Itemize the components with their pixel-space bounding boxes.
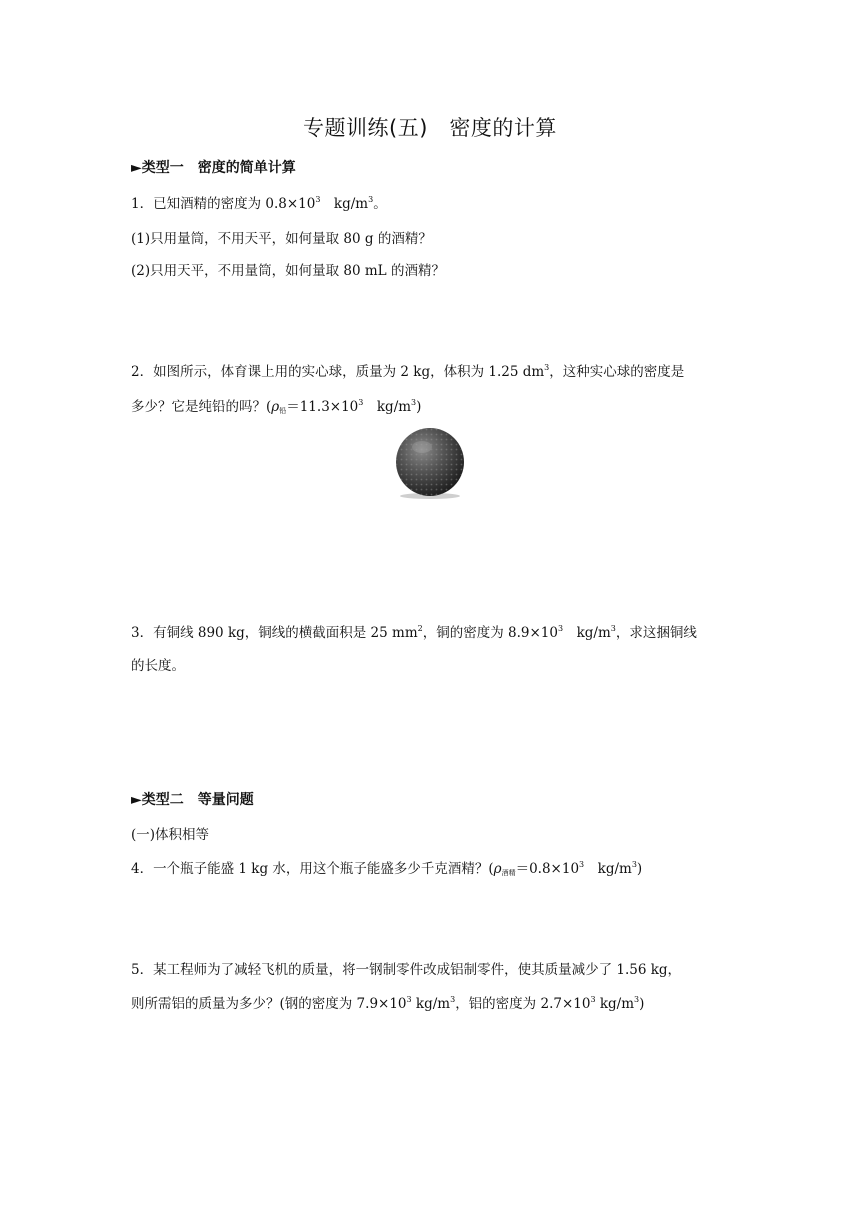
text: kg/m <box>595 996 635 1012</box>
question-5-line-1: 5．某工程师为了减轻飞机的质量，将一钢制零件改成铝制零件，使其质量减少了 1.56 kg， <box>131 962 682 978</box>
text: ) <box>636 861 643 877</box>
subscript: 铅 <box>279 407 287 415</box>
exponent: 3 <box>411 398 417 407</box>
page-title: 专题训练(五) 密度的计算 <box>303 116 557 140</box>
exponent: 3 <box>631 860 637 869</box>
text: 4．一个瓶子能盛 1 kg 水，用这个瓶子能盛多少千克酒精？( <box>131 861 494 877</box>
text: 则所需铝的质量为多少？(钢的密度为 7.9×10 <box>131 996 407 1012</box>
exponent: 2 <box>417 624 423 633</box>
exponent: 3 <box>544 363 550 372</box>
text: 3．有铜线 890 kg，铜线的横截面积是 25 mm <box>131 625 418 641</box>
text: ，铜的密度为 8.9×10 <box>422 625 558 641</box>
question-3-line-2: 的长度。 <box>131 658 185 674</box>
text: ＝11.3×10 <box>286 399 359 415</box>
text: ，铝的密度为 2.7×10 <box>455 996 591 1012</box>
section-heading-type2: ►类型二 等量问题 <box>131 792 254 808</box>
text: ＝0.8×10 <box>515 861 580 877</box>
exponent: 3 <box>579 860 585 869</box>
text: 多少？它是纯铅的吗？( <box>131 399 272 415</box>
medicine-ball-image <box>394 427 466 499</box>
text: 2．如图所示，体育课上用的实心球，质量为 2 kg，体积为 1.25 dm <box>131 364 545 380</box>
exponent: 3 <box>406 995 412 1004</box>
question-1-part-2: (2)只用天平，不用量筒，如何量取 80 mL 的酒精？ <box>131 263 445 279</box>
text: ，这种实心球的密度是 <box>549 364 685 380</box>
question-2-line-1 <box>131 360 684 380</box>
exponent: 3 <box>634 995 640 1004</box>
section-heading-type1: ►类型一 密度的简单计算 <box>131 160 296 176</box>
exponent: 3 <box>450 995 456 1004</box>
text: 1．已知酒精的密度为 0.8×10 <box>131 196 316 212</box>
text: kg/m <box>584 861 632 877</box>
exponent: 3 <box>590 995 596 1004</box>
text: 。 <box>373 196 387 212</box>
text: ) <box>639 996 645 1012</box>
text: ，求这捆铜线 <box>615 625 697 641</box>
question-4 <box>131 857 642 877</box>
question-1-stem <box>131 192 387 212</box>
exponent: 3 <box>358 398 364 407</box>
rho-symbol: ρ <box>493 861 502 877</box>
text: kg/m <box>411 996 451 1012</box>
subsection-heading: (一)体积相等 <box>131 827 210 843</box>
text: ) <box>416 399 422 415</box>
text: kg/m <box>320 196 369 212</box>
question-5-line-2 <box>131 992 644 1012</box>
exponent: 3 <box>368 195 374 204</box>
question-3-line-1 <box>131 621 697 641</box>
rho-symbol: ρ <box>271 399 280 415</box>
exponent: 3 <box>315 195 321 204</box>
text: kg/m <box>363 399 412 415</box>
question-2-line-2 <box>131 395 421 415</box>
subscript: 酒精 <box>501 869 516 877</box>
text: kg/m <box>563 625 611 641</box>
question-1-part-1: (1)只用量筒，不用天平，如何量取 80 g 的酒精？ <box>131 231 432 247</box>
exponent: 3 <box>610 624 616 633</box>
exponent: 3 <box>557 624 564 633</box>
